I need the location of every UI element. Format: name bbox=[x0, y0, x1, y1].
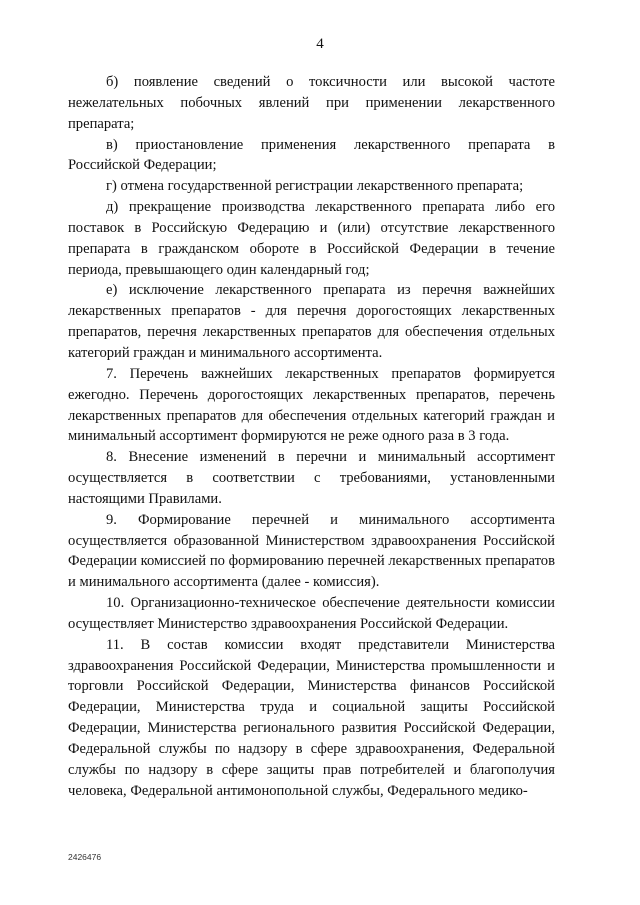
document-code: 2426476 bbox=[68, 852, 102, 862]
paragraph-8: 8. Внесение изменений в перечни и минимальный ассортимент осуществляется в соответствии с требованиями, установленными настоящими Правилами. bbox=[68, 449, 555, 507]
document-body bbox=[68, 72, 555, 802]
paragraph-9: 9. Формирование перечней и минимального ассортимента осуществляется образованной Министерством здравоохранения Российской Федерации комиссией по формированию перечней лекарственных препаратов и минимального ассортимента (далее - комиссия). bbox=[68, 511, 555, 591]
paragraph-v: в) приостановление применения лекарственного препарата в Российской Федерации; bbox=[68, 136, 555, 174]
paragraph-10: 10. Организационно-техническое обеспечение деятельности комиссии осуществляет Министерство здравоохранения Российской Федерации. bbox=[68, 595, 555, 632]
paragraph-b: б) появление сведений о токсичности или высокой частоте нежелательных побочных явлений при применении лекарственного препарата; bbox=[68, 74, 555, 132]
page-number: 4 bbox=[316, 36, 324, 52]
paragraph-e: е) исключение лекарственного препарата из перечня важнейших лекарственных препаратов - для перечня дорогостоящих лекарственных препаратов, перечня лекарственных препаратов для обеспечения отдельных категорий граждан и минимального ассортимента. bbox=[68, 282, 555, 361]
paragraph-11: 11. В состав комиссии входят представители Министерства здравоохранения Российской Федерации, Министерства промышленности и торговли Российской Федерации, Министерства финансов Российской Федерации, Министерства труда и социальной защиты Российской Федерации, Министерства регионального развития Российской Федерации, Федеральной службы по надзору в сфере здравоохранения, Федеральной службы по надзору в сфере защиты прав потребителей и благополучия человека, Федеральной антимонопольной службы, Федерального медико- bbox=[68, 636, 555, 799]
paragraph-g: г) отмена государственной регистрации лекарственного препарата; bbox=[106, 178, 524, 195]
paragraph-d: д) прекращение производства лекарственного препарата либо его поставок в Российскую Федерацию и (или) отсутствие лекарственного препарата в гражданском обороте в Российской Федерации в течение периода, превышающего один календарный год; bbox=[68, 199, 555, 278]
paragraph-7: 7. Перечень важнейших лекарственных препаратов формируется ежегодно. Перечень дорогостоящих лекарственных препаратов, перечень лекарственных препаратов для обеспечения отдельных категорий граждан и минимальный ассортимент формируются не реже одного раза в 3 года. bbox=[68, 365, 555, 445]
